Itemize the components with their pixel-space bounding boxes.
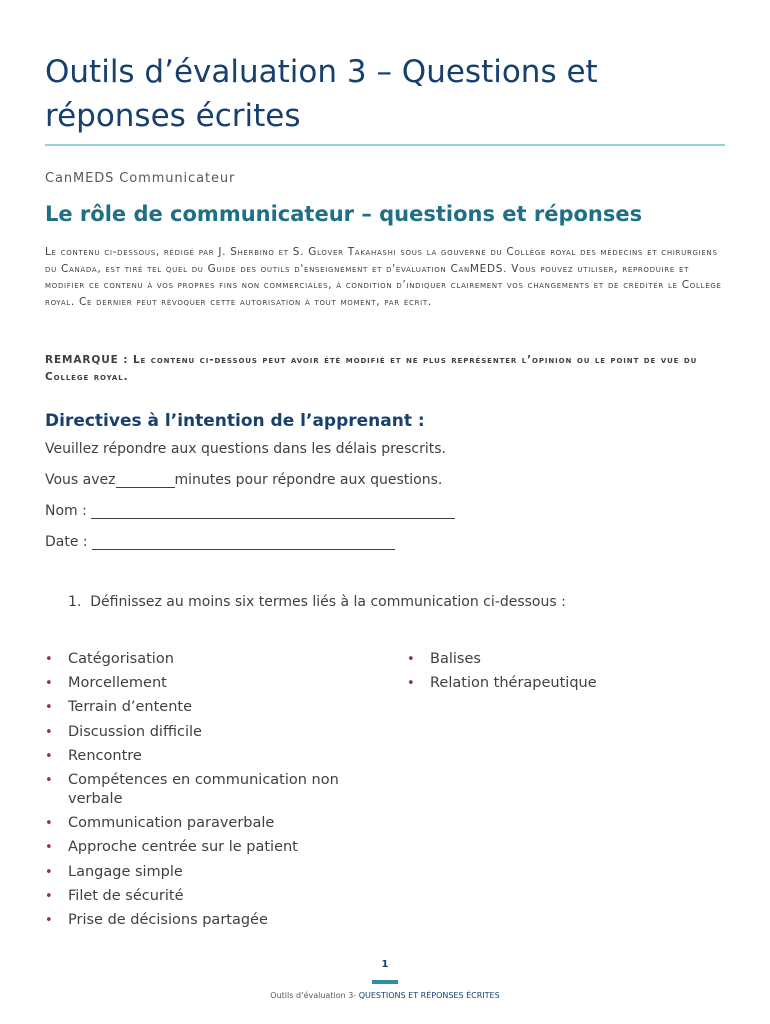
directives-heading: Directives à l’intention de l’apprenant : [45,411,425,431]
bullet-icon: • [45,816,53,832]
page-number-bar [372,980,398,984]
list-item [45,887,365,906]
terms-list-left [45,650,365,935]
list-item [45,838,365,857]
name-label: Nom : [45,503,92,519]
term-label: Balises [430,651,481,667]
list-item [45,771,365,809]
terms-list-right [407,650,727,698]
term-label: Discussion difficile [68,723,202,740]
directives-instruction: Veuillez répondre aux questions dans les délais prescrits. [45,441,447,457]
term-label: Relation thérapeutique [430,675,597,692]
bullet-icon: • [45,748,53,764]
question-text: Définissez au moins six termes liés à la communication ci-dessous : [90,594,566,610]
question-number: 1. [68,594,82,610]
list-item [45,863,365,882]
term-label: Morcellement [68,675,167,692]
footer-prefix: Outils d’évaluation 3- [270,991,359,1000]
term-label: Compétences en communication non verbale [68,771,339,807]
term-label: Catégorisation [68,651,174,667]
footer-accent: QUESTIONS ET RÉPONSES ÉCRITES [358,991,500,1000]
bullet-icon: • [407,652,415,667]
document-subtitle: CanMEDS Communicateur [45,171,236,186]
list-item [407,674,727,693]
list-item [407,650,727,669]
term-label: Rencontre [68,747,142,764]
document-title: Outils d’évaluation 3 – Questions et réponses écrites [45,54,598,134]
minutes-blank[interactable] [116,472,175,488]
date-line [45,534,395,550]
term-label: Communication paraverbale [68,815,275,832]
list-item [45,911,365,930]
bullet-icon: • [45,700,53,716]
page-footer [0,991,770,1000]
list-item [45,747,365,766]
time-line [45,472,442,488]
bullet-icon: • [45,724,53,740]
list-item [45,723,365,742]
page-number: 1 [381,959,389,970]
remark-paragraph: REMARQUE : Le contenu ci-dessous peut avoir été modifié et ne plus représenter l’opinion ou le point de vue du Collège royal. [45,354,698,383]
term-label: Approche centrée sur le patient [68,839,298,856]
question-1 [68,594,566,610]
role-heading: Le rôle de communicateur – questions et réponses [45,202,643,226]
bullet-icon: • [45,864,53,880]
time-label-after: minutes pour répondre aux questions. [174,472,443,488]
list-item [45,674,365,693]
date-label: Date : [45,534,93,550]
name-blank[interactable] [91,503,455,519]
term-label: Langage simple [68,863,183,880]
date-blank[interactable] [92,534,395,550]
term-label: Terrain d’entente [68,699,193,716]
bullet-icon: • [45,888,53,904]
list-item [45,698,365,717]
term-label: Filet de sécurité [68,887,184,904]
list-item [45,650,365,669]
bullet-icon: • [45,912,53,928]
intro-paragraph: Le contenu ci-dessous, rédigé par J. Sherbino et S. Glover Takahashi sous la gouverne du Collège royal des médecins et chirurgiens du Canada, est tiré tel quel du Guide des outils d'enseignement et d'évaluation CanMEDS. Vous pouvez utiliser, reproduire et modifier ce contenu à vos propres fins non commerciales, à condition d’indiquer clairement vos changements et de créditer le Collège royal. Ce dernier peut révoquer cette autorisation à tout moment, par écrit. [45,246,722,308]
term-label: Prise de décisions partagée [68,911,268,928]
time-label-before: Vous avez [45,472,116,488]
bullet-icon: • [45,652,53,667]
title-divider [45,144,725,146]
name-line [45,503,455,519]
bullet-icon: • [45,676,53,692]
bullet-icon: • [45,840,53,856]
bullet-icon: • [407,676,415,692]
bullet-icon: • [45,772,53,788]
list-item [45,814,365,833]
